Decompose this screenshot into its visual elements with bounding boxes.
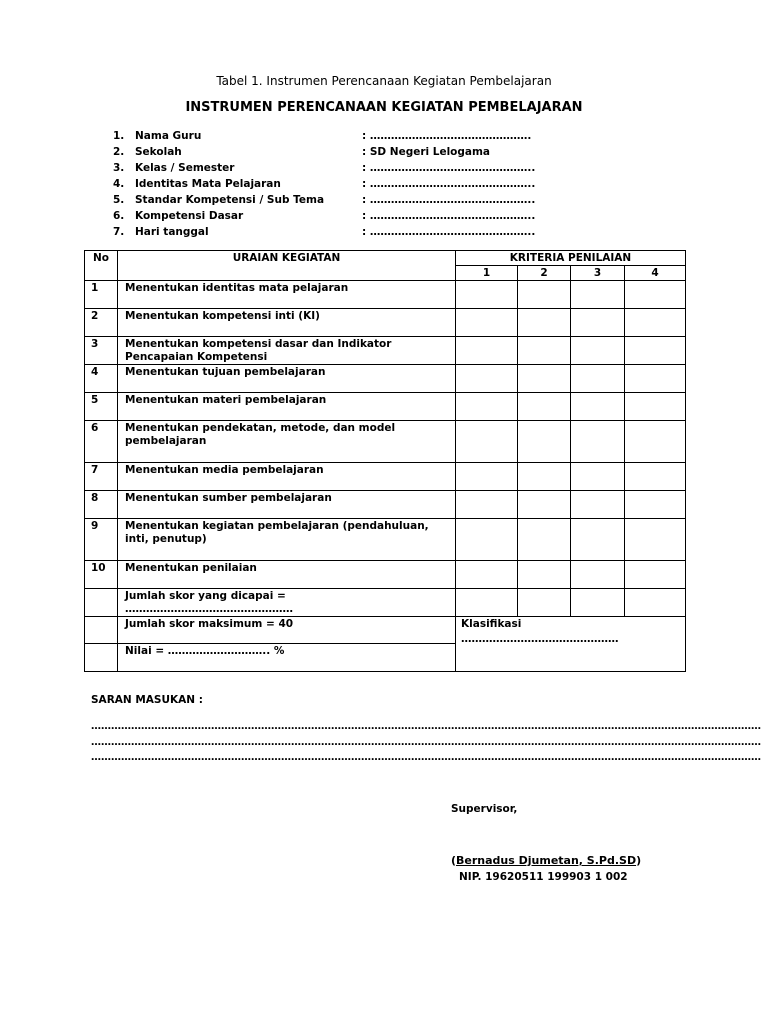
supervisor-nip: NIP. 19620511 199903 1 002 [459,871,628,883]
score-cell[interactable] [518,589,571,617]
score-cell[interactable] [625,491,686,519]
score-cell[interactable] [571,393,625,421]
supervisor-label: Supervisor, [451,803,518,815]
score-cell[interactable] [456,519,518,561]
row-number: 8 [85,491,118,519]
table-row [85,561,686,589]
identity-value: : SD Negeri Lelogama [362,146,491,158]
identity-value: : ……………………………………….. [362,162,536,174]
identity-value: : ……………………………………….. [362,210,536,222]
row-number: 6 [85,421,118,463]
score-cell[interactable] [518,281,571,309]
header-no: No [85,251,118,281]
score-cell[interactable] [625,589,686,617]
score-cell[interactable] [456,421,518,463]
score-cell[interactable] [518,337,571,365]
identity-label: Kelas / Semester [135,162,235,174]
identity-number: 3. [113,162,125,174]
classification-value: ……………………………………… [461,633,619,645]
score-cell[interactable] [456,281,518,309]
signature-name-block [451,854,641,867]
identity-label: Hari tanggal [135,226,209,238]
identity-label: Identitas Mata Pelajaran [135,178,281,190]
score-cell[interactable] [625,337,686,365]
score-cell[interactable] [625,421,686,463]
empty-cell [85,589,118,617]
score-cell[interactable] [456,393,518,421]
score-cell[interactable] [456,309,518,337]
row-number: 5 [85,393,118,421]
table-row [85,491,686,519]
header-activity: URAIAN KEGIATAN [118,251,456,281]
nilai-label: Nilai = ……………………….. % [118,644,456,672]
identity-label: Standar Kompetensi / Sub Tema [135,194,325,206]
classification-label: Klasifikasi [461,618,522,630]
suggestion-line[interactable]: ………………………………………………………………………………………………………………………………………………………………………………… [91,737,761,748]
score-cell[interactable] [571,365,625,393]
row-activity: Menentukan sumber pembelajaran [118,491,456,519]
score-cell[interactable] [571,281,625,309]
row-activity: Menentukan identitas mata pelajaran [118,281,456,309]
score-cell[interactable] [571,421,625,463]
identity-value: : ……………………………………….. [362,226,536,238]
row-activity: Menentukan kompetensi inti (KI) [118,309,456,337]
score-achieved-row [85,589,686,617]
row-activity: Menentukan pendekatan, metode, dan model pembelajaran [118,421,456,463]
score-max-label: Jumlah skor maksimum = 40 [118,617,456,644]
table-caption: Tabel 1. Instrumen Perencanaan Kegiatan Pembelajaran [216,74,552,88]
score-cell[interactable] [571,561,625,589]
score-cell[interactable] [456,491,518,519]
identity-value: : ………………………………………. [362,130,532,142]
row-number: 9 [85,519,118,561]
identity-row-subject [113,178,553,194]
score-cell[interactable] [571,491,625,519]
suggestion-line[interactable]: ………………………………………………………………………………………………………………………………………………………………………………… [91,721,761,732]
score-cell[interactable] [625,365,686,393]
score-cell[interactable] [625,519,686,561]
identity-row-class-semester [113,162,553,178]
row-activity: Menentukan materi pembelajaran [118,393,456,421]
score-cell[interactable] [456,589,518,617]
score-cell[interactable] [518,365,571,393]
header-score-3: 3 [571,266,625,281]
score-cell[interactable] [518,463,571,491]
row-number: 2 [85,309,118,337]
score-cell[interactable] [625,281,686,309]
paren-close: ) [636,854,642,867]
table-row [85,421,686,463]
empty-cell [85,644,118,672]
score-cell[interactable] [518,519,571,561]
identity-row-date [113,226,553,242]
header-score-1: 1 [456,266,518,281]
identity-number: 7. [113,226,125,238]
table-header-row [85,251,686,266]
score-cell[interactable] [456,561,518,589]
score-cell[interactable] [456,365,518,393]
identity-row-school [113,146,553,162]
score-achieved-label: Jumlah skor yang dicapai = ………………………………………… [118,589,456,617]
suggestion-line[interactable]: ………………………………………………………………………………………………………………………………………………………………………………… [91,752,761,763]
table-row [85,519,686,561]
row-activity: Menentukan media pembelajaran [118,463,456,491]
identity-number: 4. [113,178,125,190]
row-number: 3 [85,337,118,365]
supervisor-name: Bernadus Djumetan, S.Pd.SD [456,854,637,867]
table-row [85,309,686,337]
score-cell[interactable] [518,561,571,589]
identity-list [113,130,553,242]
identity-value: : ……………………………………….. [362,194,536,206]
table-row [85,365,686,393]
score-cell[interactable] [571,589,625,617]
assessment-table [84,250,686,672]
table-row [85,463,686,491]
score-cell[interactable] [571,463,625,491]
score-cell[interactable] [456,463,518,491]
score-cell[interactable] [625,561,686,589]
score-cell[interactable] [518,421,571,463]
header-criteria: KRITERIA PENILAIAN [456,251,686,266]
score-cell[interactable] [625,309,686,337]
identity-label: Kompetensi Dasar [135,210,244,222]
identity-label: Sekolah [135,146,182,158]
score-cell[interactable] [625,463,686,491]
row-activity: Menentukan penilaian [118,561,456,589]
score-cell[interactable] [518,393,571,421]
identity-number: 1. [113,130,125,142]
table-row [85,281,686,309]
identity-label: Nama Guru [135,130,202,142]
identity-row-teacher-name [113,130,553,146]
score-cell[interactable] [571,309,625,337]
score-cell[interactable] [456,337,518,365]
identity-number: 2. [113,146,125,158]
table-row [85,393,686,421]
score-cell[interactable] [518,491,571,519]
row-activity: Menentukan kegiatan pembelajaran (pendahuluan, inti, penutup) [118,519,456,561]
score-cell[interactable] [625,393,686,421]
identity-number: 6. [113,210,125,222]
identity-row-standard-competence [113,194,553,210]
paren-open: ( [451,854,457,867]
score-cell[interactable] [571,337,625,365]
classification-cell[interactable] [456,617,686,672]
header-score-2: 2 [518,266,571,281]
score-cell[interactable] [571,519,625,561]
row-activity: Menentukan tujuan pembelajaran [118,365,456,393]
suggestion-label: SARAN MASUKAN : [91,694,203,706]
identity-value: : ……………………………………….. [362,178,536,190]
identity-row-basic-competence [113,210,553,226]
row-number: 4 [85,365,118,393]
identity-number: 5. [113,194,125,206]
empty-cell [85,617,118,644]
score-cell[interactable] [518,309,571,337]
header-score-4: 4 [625,266,686,281]
row-number: 1 [85,281,118,309]
row-number: 10 [85,561,118,589]
score-max-row [85,617,686,644]
table-row [85,337,686,365]
document-title: INSTRUMEN PERENCANAAN KEGIATAN PEMBELAJARAN [185,100,583,115]
row-number: 7 [85,463,118,491]
row-activity: Menentukan kompetensi dasar dan Indikator Pencapaian Kompetensi [118,337,456,365]
